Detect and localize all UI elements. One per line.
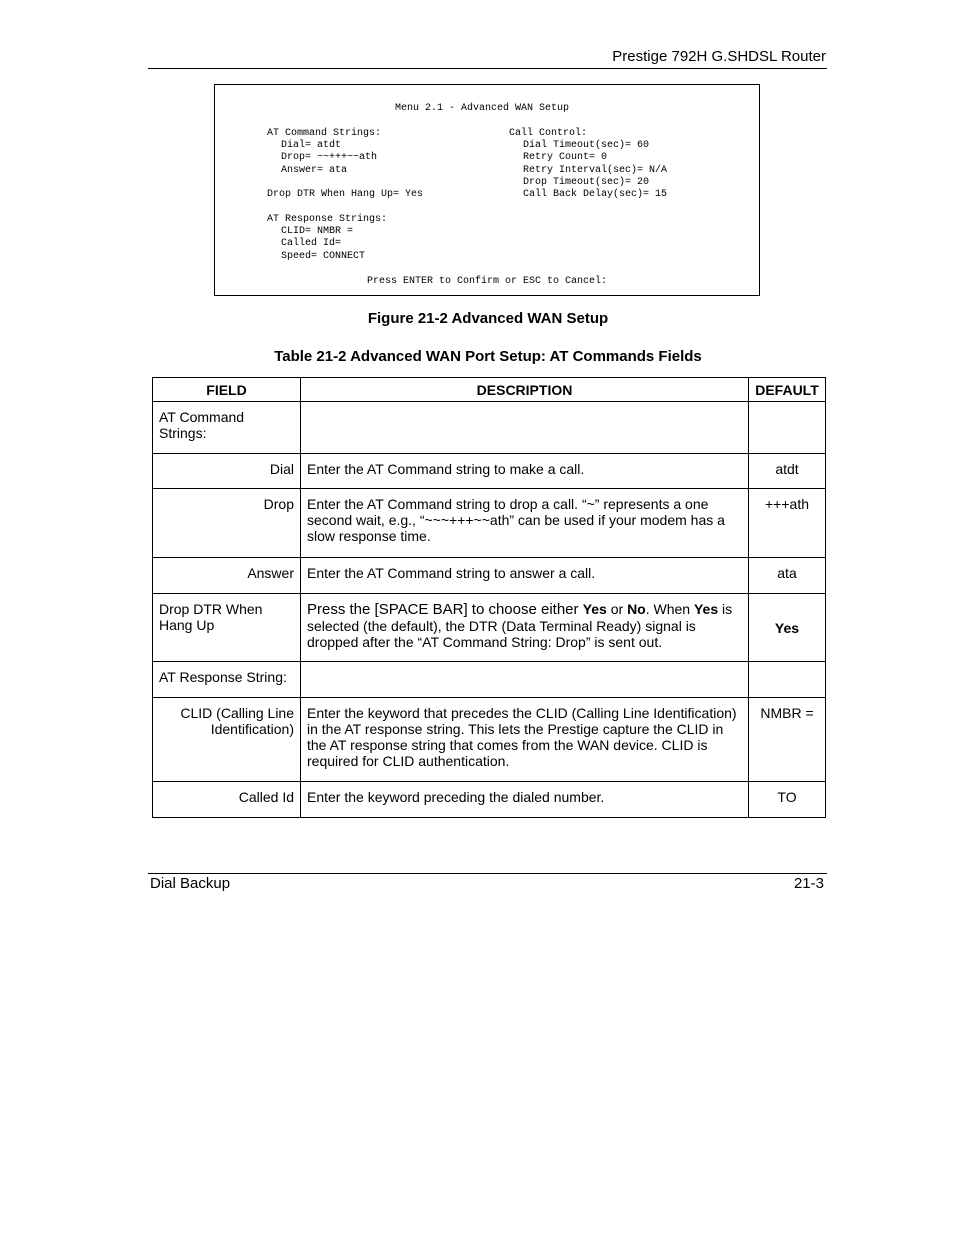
terminal-retry-interval: Retry Interval(sec)= N/A	[523, 165, 668, 176]
terminal-dial-timeout: Dial Timeout(sec)= 60	[523, 140, 650, 151]
field-cell: CLID (Calling Line Identification)	[153, 698, 301, 782]
terminal-dial: Dial= atdt	[281, 140, 342, 151]
description-text: is selected (the default), the DTR (Data Terminal Ready) signal is dropped after the “AT Command String: Drop” is sent out.	[307, 601, 733, 650]
terminal-speed: Speed= CONNECT	[281, 251, 366, 262]
terminal-call-control-heading: Call Control:	[509, 128, 588, 139]
footer-section-name: Dial Backup	[150, 875, 231, 892]
terminal-drop-dtr: Drop DTR When Hang Up= Yes	[267, 189, 424, 200]
field-cell: Answer	[153, 558, 301, 594]
terminal-menu-title: Menu 2.1 - Advanced WAN Setup	[395, 103, 570, 114]
footer-page-number: 21-3	[793, 875, 824, 892]
header-description: DESCRIPTION	[301, 378, 749, 402]
default-cell: Yes	[749, 594, 826, 662]
description-cell	[301, 594, 749, 662]
table-row	[153, 698, 826, 782]
description-text: or	[606, 601, 628, 617]
description-cell: Enter the keyword that precedes the CLID (Calling Line Identification) in the AT response string. This lets the Prestige capture the CLID in the AT response string that comes from the WAN device. CLID is required for CLID authentication.	[301, 698, 749, 782]
field-cell: AT Command Strings:	[153, 402, 301, 454]
description-cell	[301, 402, 749, 454]
figure-caption: Figure 21-2 Advanced WAN Setup	[367, 310, 609, 327]
description-cell: Enter the keyword preceding the dialed number.	[301, 782, 749, 818]
terminal-drop-timeout: Drop Timeout(sec)= 20	[523, 177, 650, 188]
page-header-title: Prestige 792H G.SHDSL Router	[612, 48, 826, 65]
header-field: FIELD	[153, 378, 301, 402]
field-cell: Drop DTR When Hang Up	[153, 594, 301, 662]
field-cell: Called Id	[153, 782, 301, 818]
default-cell: ata	[749, 558, 826, 594]
at-commands-table	[152, 377, 826, 818]
default-cell: TO	[749, 782, 826, 818]
field-cell: Drop	[153, 489, 301, 558]
footer-divider	[148, 873, 827, 874]
description-cell	[301, 662, 749, 698]
terminal-prompt: Press ENTER to Confirm or ESC to Cancel:	[367, 276, 608, 287]
terminal-call-back-delay: Call Back Delay(sec)= 15	[523, 189, 668, 200]
description-text: Press the [SPACE BAR] to choose either	[307, 601, 583, 618]
terminal-clid: CLID= NMBR =	[281, 226, 354, 237]
table-row	[153, 402, 826, 454]
default-cell: +++ath	[749, 489, 826, 558]
description-yes: Yes	[582, 601, 607, 617]
field-cell: AT Response String:	[153, 662, 301, 698]
description-cell: Enter the AT Command string to drop a call. “~” represents a one second wait, e.g., “~~~+++~~ath” can be used if your modem has a slow response time.	[301, 489, 749, 558]
default-cell	[749, 662, 826, 698]
description-no: No	[627, 601, 646, 617]
table-row	[153, 782, 826, 818]
terminal-drop: Drop= ~~+++~~ath	[281, 152, 378, 163]
description-text: . When	[645, 601, 694, 617]
table-header-row	[153, 378, 826, 402]
default-cell: NMBR =	[749, 698, 826, 782]
field-cell: Dial	[153, 454, 301, 489]
table-caption: Table 21-2 Advanced WAN Port Setup: AT Commands Fields	[274, 348, 702, 365]
terminal-screen	[214, 84, 760, 296]
table-row	[153, 558, 826, 594]
terminal-at-response-heading: AT Response Strings:	[267, 214, 388, 225]
description-yes: Yes	[693, 601, 719, 617]
description-cell: Enter the AT Command string to make a call.	[301, 454, 749, 489]
terminal-called-id: Called Id=	[281, 238, 342, 249]
header-default: DEFAULT	[749, 378, 826, 402]
description-cell: Enter the AT Command string to answer a call.	[301, 558, 749, 594]
terminal-retry-count: Retry Count= 0	[523, 152, 608, 163]
terminal-at-command-heading: AT Command Strings:	[267, 128, 382, 139]
table-row	[153, 662, 826, 698]
header-divider	[148, 68, 827, 69]
default-cell	[749, 402, 826, 454]
table-row	[153, 594, 826, 662]
table-row	[153, 489, 826, 558]
terminal-answer: Answer= ata	[281, 165, 348, 176]
default-cell: atdt	[749, 454, 826, 489]
table-row	[153, 454, 826, 489]
